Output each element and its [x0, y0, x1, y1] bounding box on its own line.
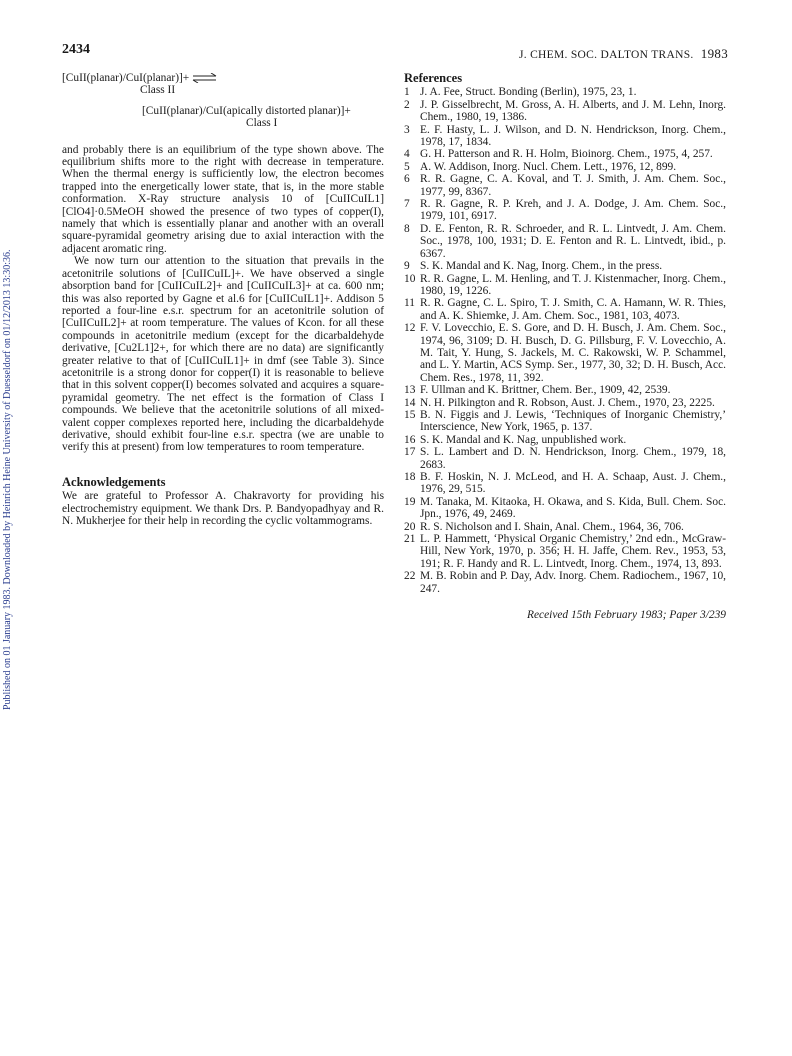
- reference-text: S. L. Lambert and D. N. Hendrickson, Inorg. Chem., 1979, 18, 2683.: [420, 446, 726, 471]
- reference-number: 15: [404, 408, 416, 421]
- acknowledgements-heading: Acknowledgements: [62, 474, 166, 489]
- class-ii-label: Class II: [140, 84, 176, 97]
- reference-item: [404, 471, 726, 496]
- acknowledgements-text: We are grateful to Professor A. Chakravorty for providing his electrochemistry equipment. We thank Drs. P. Bandyopadhyay and R. N. Mukherjee for their help in recording the cyclic voltammograms.: [62, 490, 384, 527]
- reference-item: [404, 521, 726, 533]
- reference-text: J. P. Gisselbrecht, M. Gross, A. H. Alberts, and J. M. Lehn, Inorg. Chem., 1980, 19, 1386.: [420, 98, 726, 124]
- reference-number: 16: [404, 433, 416, 446]
- journal-name: J. CHEM. SOC. DALTON TRANS.: [518, 49, 694, 61]
- reference-item: [404, 86, 726, 98]
- reference-item: [404, 223, 726, 260]
- reference-number: 22: [404, 570, 416, 583]
- class-i-label: Class I: [246, 117, 278, 130]
- equilibrium-line-1: [62, 72, 384, 84]
- reference-text: F. V. Lovecchio, E. S. Gore, and D. H. Busch, J. Am. Chem. Soc., 1974, 96, 3109; D. H. Busch, D. G. Pillsburg, F. V. Lovecchio, A. M. Tait, Y. Hung, S. Jackels, M. C. Rakowski, W. P. Schammel, and L. Y. Martin, ACS Symp. Ser., 1977, 30, 32; D. H. Busch, Acc. Chem. Res., 1978, 11, 392.: [420, 322, 726, 384]
- body-paragraph-1: and probably there is an equilibrium of the type shown above. The equilibrium shifts more to the right with decrease in temperature. When the thermal energy is sufficiently low, the electron becomes trapped into the energetically lower state, that is, in the more stable conformation. X-Ray structure analysis 10 of [CuIICuIL1][ClO4]·0.5MeOH showed the presence of two types of copper(I), namely that which is essentially planar and another with an overall square-pyramidal geometry arising due to axial interaction with the adjacent aromatic ring.: [62, 143, 384, 255]
- references-heading: References: [404, 71, 463, 85]
- reference-text: R. R. Gagne, R. P. Kreh, and J. A. Dodge, J. Am. Chem. Soc., 1979, 101, 6917.: [420, 198, 726, 223]
- reference-number: 8: [404, 222, 410, 235]
- page-number: 2434: [62, 42, 90, 57]
- reference-text: J. A. Fee, Struct. Bonding (Berlin), 1975, 23, 1.: [420, 86, 637, 99]
- equilibrium-arrow-icon: [192, 73, 218, 83]
- reference-text: M. Tanaka, M. Kitaoka, H. Okawa, and S. Kida, Bull. Chem. Soc. Jpn., 1976, 49, 2469.: [420, 495, 726, 521]
- reference-item: [404, 496, 726, 521]
- reference-number: 13: [404, 384, 416, 397]
- reference-text: R. R. Gagne, C. L. Spiro, T. J. Smith, C. A. Hamann, W. R. Thies, and A. K. Shiemke, J. Am. Chem. Soc., 1981, 103, 4073.: [420, 297, 726, 322]
- reference-text: M. B. Robin and P. Day, Adv. Inorg. Chem. Radiochem., 1967, 10, 247.: [420, 570, 726, 595]
- reference-text: F. Ullman and K. Brittner, Chem. Ber., 1909, 42, 2539.: [420, 384, 671, 397]
- publication-side-note: [2, 150, 16, 710]
- reference-item: [404, 322, 726, 384]
- reference-item: [404, 124, 726, 149]
- reference-text: B. N. Figgis and J. Lewis, ‘Techniques of Inorganic Chemistry,’ Interscience, New York, 1965, p. 137.: [420, 408, 726, 434]
- right-column: [404, 72, 726, 621]
- reference-number: 7: [404, 198, 410, 211]
- reference-number: 9: [404, 260, 410, 273]
- reference-item: [404, 446, 726, 471]
- reference-number: 4: [404, 148, 410, 161]
- reference-text: R. R. Gagne, C. A. Koval, and T. J. Smith, J. Am. Chem. Soc., 1977, 99, 8367.: [420, 173, 726, 198]
- reference-item: [404, 161, 726, 173]
- reference-number: 21: [404, 533, 416, 546]
- reference-text: S. K. Mandal and K. Nag, Inorg. Chem., in the press.: [420, 260, 663, 273]
- reference-text: E. F. Hasty, L. J. Wilson, and D. N. Hendrickson, Inorg. Chem., 1978, 17, 1834.: [420, 123, 726, 149]
- reference-text: R. R. Gagne, L. M. Henling, and T. J. Kistenmacher, Inorg. Chem., 1980, 19, 1226.: [420, 272, 726, 297]
- reference-item: [404, 397, 726, 409]
- left-column: [62, 72, 384, 527]
- reference-number: 3: [404, 123, 410, 136]
- reference-item: [404, 173, 726, 198]
- reference-number: 1: [404, 86, 410, 99]
- reference-text: L. P. Hammett, ‘Physical Organic Chemistry,’ 2nd edn., McGraw-Hill, New York, 1970, p. 356; H. H. Jaffe, Chem. Rev., 1953, 53, 191; R. F. Handy and R. L. Lintvedt, Inorg. Chem., 1974, 13, 893.: [420, 533, 726, 570]
- reference-number: 14: [404, 396, 416, 409]
- reference-number: 12: [404, 322, 416, 335]
- received-note: Received 15th February 1983; Paper 3/239: [527, 609, 726, 622]
- reference-number: 17: [404, 446, 416, 459]
- reference-item: [404, 99, 726, 124]
- reference-item: [404, 434, 726, 446]
- reference-text: D. E. Fenton, R. R. Schroeder, and R. L. Lintvedt, J. Am. Chem. Soc., 1978, 100, 1931; D. E. Fenton and R. L. Lintvedt, ibid., p. 6367.: [420, 222, 726, 260]
- journal-year: 1983: [700, 46, 728, 61]
- equilibrium-species-1: [CuII(planar)/CuI(planar)]+: [62, 72, 190, 84]
- references-list: [404, 86, 726, 595]
- reference-item: [404, 384, 726, 396]
- reference-number: 10: [404, 272, 416, 285]
- reference-number: 6: [404, 173, 410, 186]
- reference-number: 18: [404, 471, 416, 483]
- reference-number: 19: [404, 495, 416, 508]
- reference-text: G. H. Patterson and R. H. Holm, Bioinorg. Chem., 1975, 4, 257.: [420, 148, 713, 161]
- side-note-text: Published on 01 January 1983. Downloaded by Heinrich Heine University of Duesseldorf on 01/12/2013 13:30:36.: [2, 249, 13, 710]
- reference-number: 11: [404, 297, 415, 310]
- equilibrium-line-2: [CuII(planar)/CuI(apically distorted planar)]+: [142, 104, 351, 117]
- reference-item: [404, 409, 726, 434]
- reference-number: 20: [404, 520, 416, 533]
- reference-text: B. F. Hoskin, N. J. McLeod, and H. A. Schaap, Aust. J. Chem., 1976, 29, 515.: [420, 471, 726, 496]
- reference-item: [404, 148, 726, 160]
- reference-item: [404, 260, 726, 272]
- body-paragraph-2: We now turn our attention to the situation that prevails in the acetonitrile solutions of [CuIICuIL]+. We have observed a single absorption band for [CuIICuIL2]+ and [CuIICuIL3]+ at ca. 600 nm; this was also reported by Gagne et al.6 for [CuIICuIL1]+. Addison 5 reported a four-line e.s.r. spectrum for an acetonitrile solution of [CuIICuIL2]+ at room temperature. The values of Kcon. for all these compounds in acetonitrile medium (except for the dicarbaldehyde derivative, [Cu2L1]2+, for which there are no data) are significantly greater relative to that of [CuIICuIL1]+ in dmf (see Table 3). Since acetonitrile is a strong donor for copper(I) it is reasonable to believe that in this solvent copper(I) becomes solvated and acquires a square-pyramidal geometry. The net effect is the formation of Class I compounds. We believe that the acetonitrile solutions of all mixed-valent copper complexes reported here, including the dicarbaldehyde derivative, should exhibit four-line e.s.r. spectra (we are unable to verify this at present) from low temperatures to room temperature.: [62, 255, 384, 454]
- reference-number: 5: [404, 160, 410, 173]
- reference-text: A. W. Addison, Inorg. Nucl. Chem. Lett., 1976, 12, 899.: [420, 160, 677, 173]
- reference-number: 2: [404, 98, 410, 111]
- reference-text: N. H. Pilkington and R. Robson, Aust. J. Chem., 1970, 23, 2225.: [420, 396, 715, 409]
- reference-text: R. S. Nicholson and I. Shain, Anal. Chem., 1964, 36, 706.: [420, 520, 684, 533]
- reference-item: [404, 297, 726, 322]
- reference-item: [404, 273, 726, 298]
- reference-item: [404, 533, 726, 570]
- reference-item: [404, 198, 726, 223]
- running-header: [519, 46, 728, 62]
- reference-item: [404, 570, 726, 595]
- reference-text: S. K. Mandal and K. Nag, unpublished work.: [420, 433, 627, 446]
